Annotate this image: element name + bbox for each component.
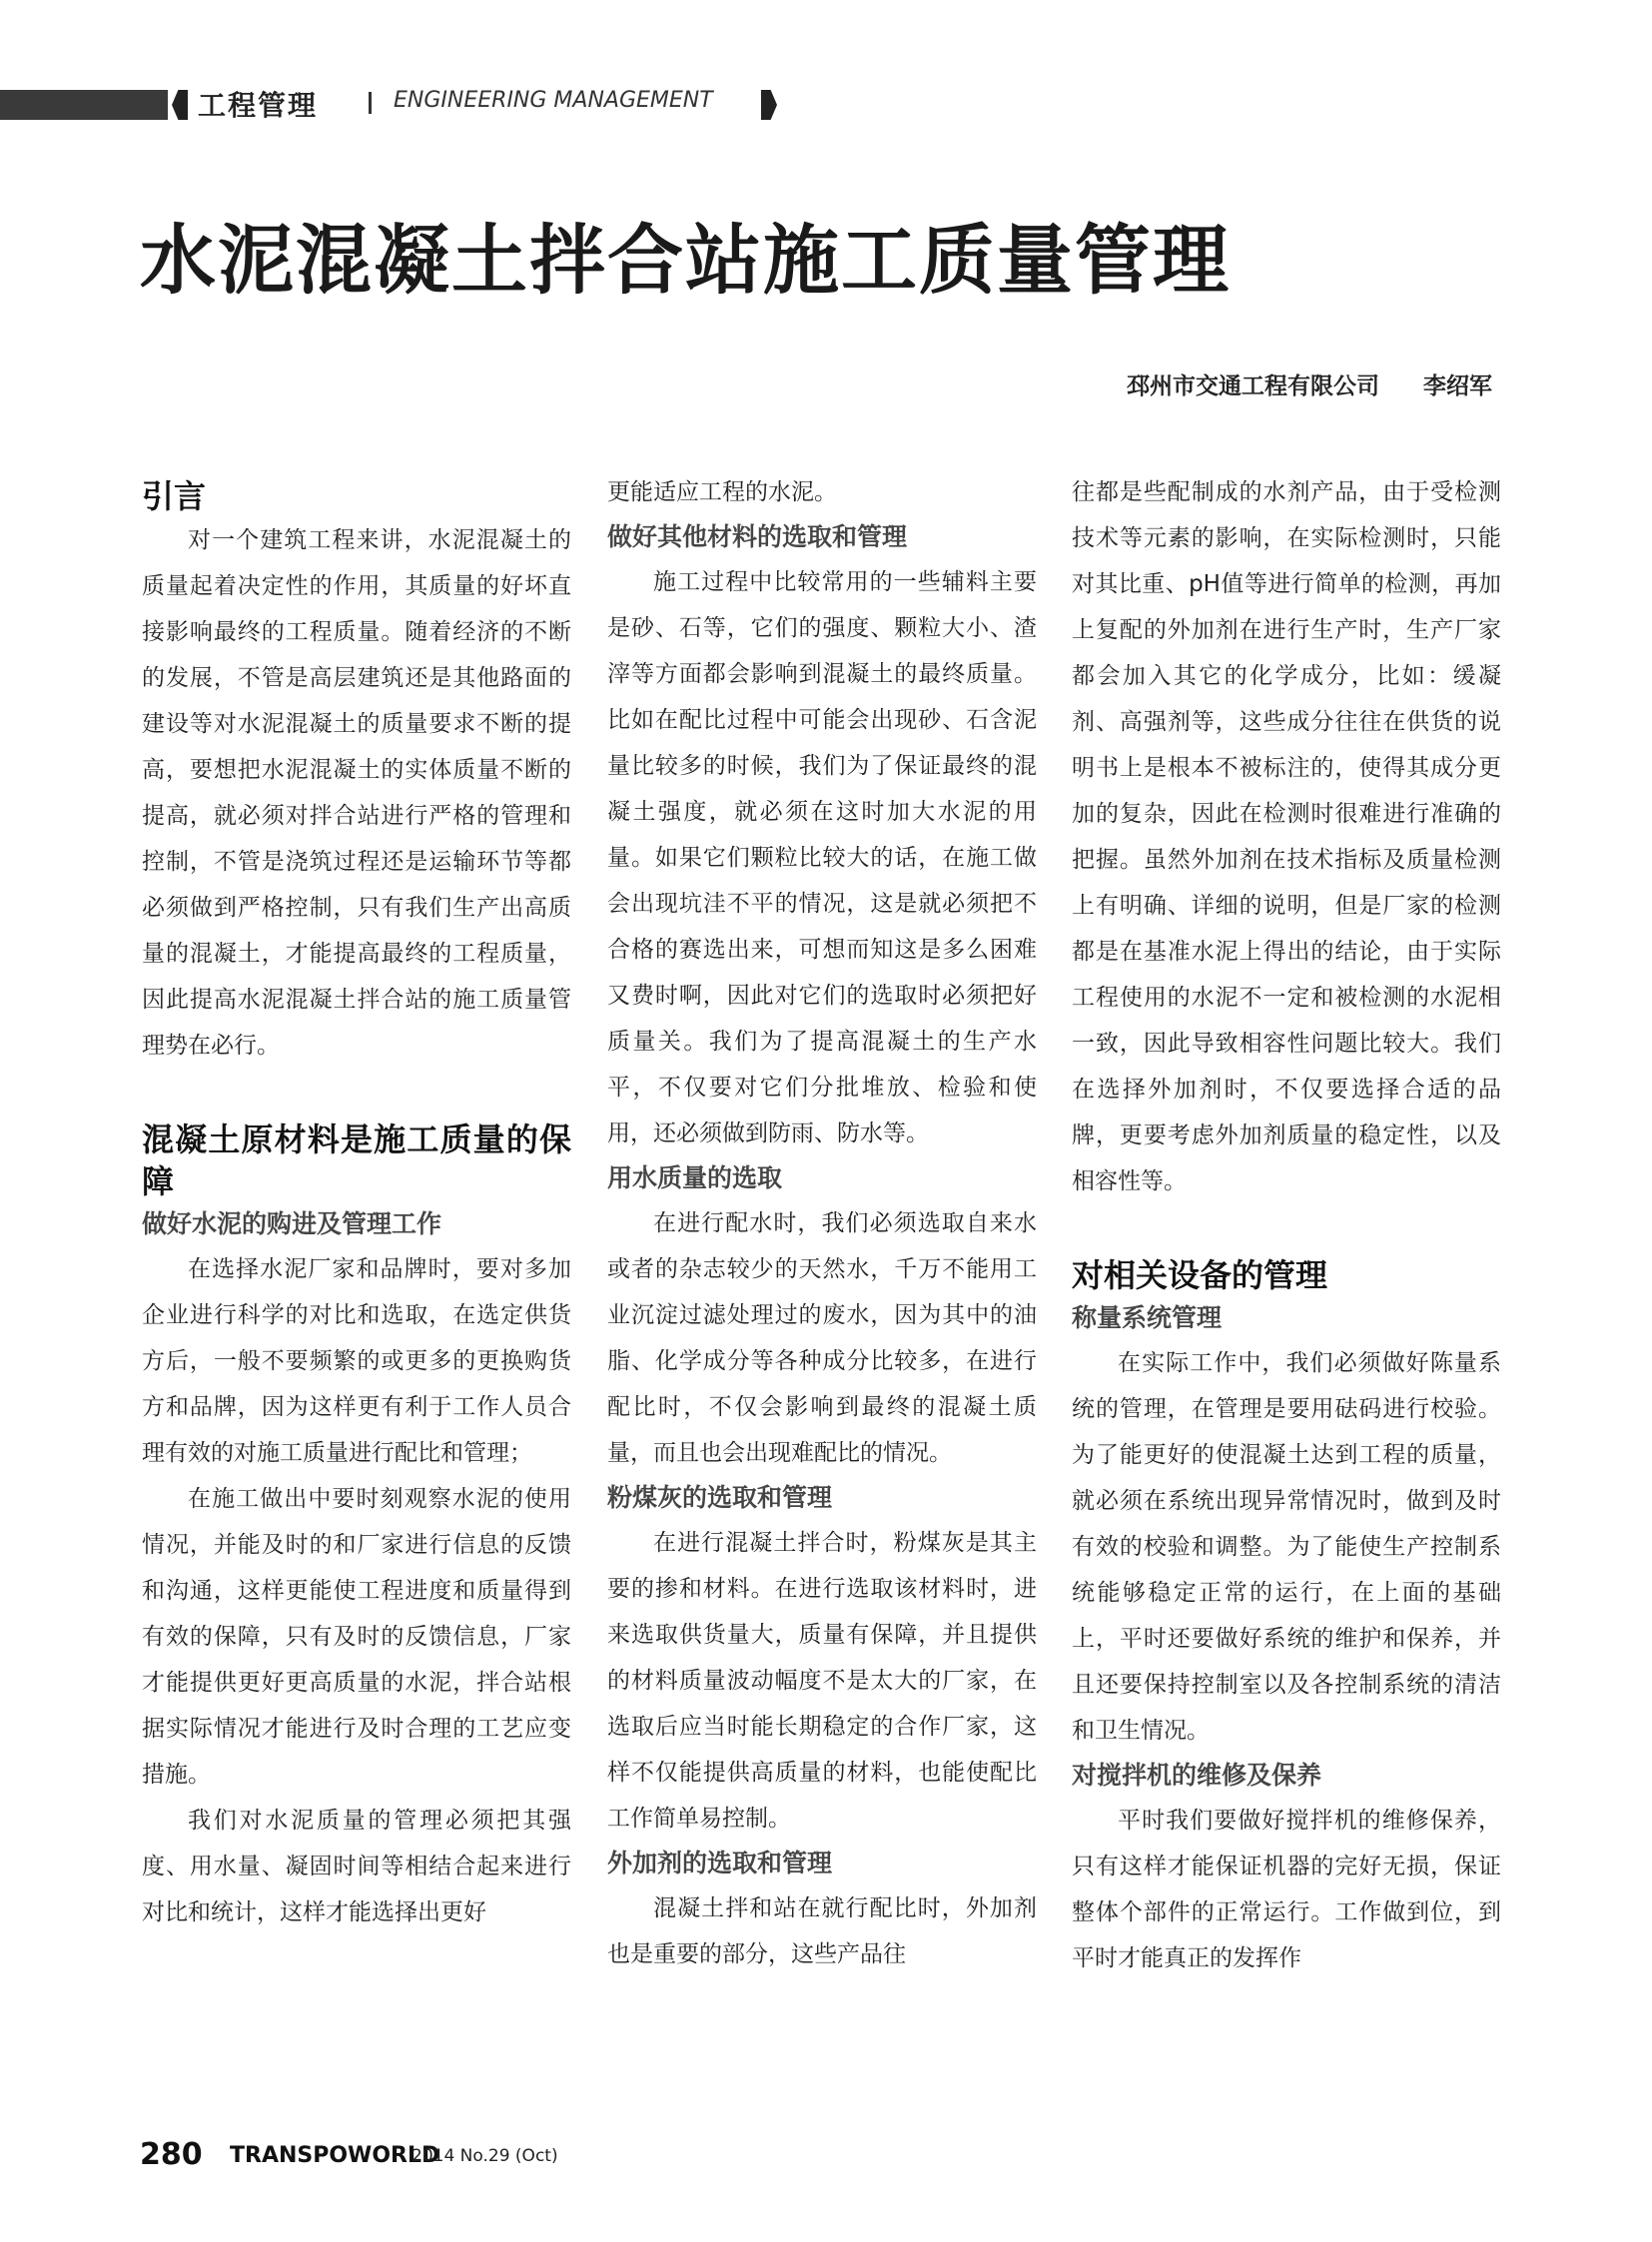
author-affiliation: 邳州市交通工程有限公司 — [1127, 374, 1379, 399]
header-bracket-left — [172, 90, 188, 120]
section-separator — [369, 92, 372, 114]
column-3 — [1072, 469, 1501, 1981]
byline — [1127, 368, 1492, 400]
paragraph-fly-ash: 在进行混凝土拌合时，粉煤灰是其主要的掺和材料。在进行选取该材料时，进来选取供货量大，质量有保障，并且提供的材料质量波动幅度不是太大的厂家，在选取后应当时能长期稳定的合作厂家，这样不仅能提供高质量的材料，也能使配比工作简单易控制。 — [607, 1530, 1037, 1832]
section-gap — [142, 1069, 571, 1113]
page-number: 280 — [140, 2137, 203, 2172]
subheading-mixer: 对搅拌机的维修及保养 — [1072, 1761, 1322, 1790]
paragraph-cement-2: 在施工做出中要时刻观察水泥的使用情况，并能及时的和厂家进行信息的反馈和沟通，这样更能使工程进度和质量得到有效的保障，只有及时的反馈信息，厂家才能提供更好更高质量的水泥，拌合站根据实际情况才能进行及时合理的工艺应变措施。 — [142, 1486, 571, 1788]
subheading-other-materials: 做好其他材料的选取和管理 — [607, 522, 908, 551]
subheading-water: 用水质量的选取 — [607, 1163, 783, 1192]
paragraph-admixture: 混凝土拌和站在就行配比时，外加剂也是重要的部分，这些产品往 — [607, 1895, 1037, 1967]
section-name-english: ENGINEERING MANAGEMENT — [394, 88, 713, 113]
author-name: 李绍军 — [1423, 374, 1492, 399]
column-2 — [607, 469, 1037, 1977]
paragraph-intro: 对一个建筑工程来讲，水泥混凝土的质量起着决定性的作用，其质量的好坏直接影响最终的工程质量。随着经济的不断的发展，不管是高层建筑还是其他路面的建设等对水泥混凝土的质量要求不断的提高，要想把水泥混凝土的实体质量不断的提高，就必须对拌合站进行严格的管理和控制，不管是浇筑过程还是运输环节等都必须做到严格控制，只有我们生产出高质量的混凝土，才能提高最终的工程质量，因此提高水泥混凝土拌合站的施工质量管理势在必行。 — [142, 527, 571, 1059]
heading-raw-materials: 混凝土原材料是施工质量的保障 — [142, 1121, 571, 1200]
paragraph-cement-1: 在选择水泥厂家和品牌时，要对多加企业进行科学的对比和选取，在选定供货方后，一般不要频繁的或更多的更换购货方和品牌，因为这样更有利于工作人员合理有效的对施工质量进行配比和管理； — [142, 1256, 571, 1466]
paragraph-other-materials: 施工过程中比较常用的一些辅料主要是砂、石等，它们的强度、颗粒大小、渣滓等方面都会影响到混凝土的最终质量。比如在配比过程中可能会出现砂、石含泥量比较多的时候，我们为了保证最终的混凝土强度，就必须在这时加大水泥的用量。如果它们颗粒比较大的话，在施工做会出现坑洼不平的情况，这是就必须把不合格的赛选出来，可想而知这是多么困难又费时啊，因此对它们的选取时必须把好质量关。我们为了提高混凝土的生产水平，不仅要对它们分批堆放、检验和使用，还必须做到防雨、防水等。 — [607, 569, 1037, 1146]
paragraph-continued: 更能适应工程的水泥。 — [607, 479, 837, 505]
section-name: 工程管理 — [198, 89, 319, 122]
column-1 — [142, 469, 571, 1935]
subheading-weighing: 称量系统管理 — [1072, 1303, 1223, 1332]
subheading-admixture: 外加剂的选取和管理 — [607, 1849, 833, 1877]
publication-name: TRANSPOWORLD — [230, 2143, 440, 2168]
heading-intro: 引言 — [142, 477, 207, 515]
header-bar — [0, 90, 168, 120]
paragraph-continued: 往都是些配制成的水剂产品，由于受检测技术等元素的影响，在实际检测时，只能对其比重、pH值等进行简单的检测，再加上复配的外加剂在进行生产时，生产厂家都会加入其它的化学成分，比如：缓凝剂、高强剂等，这些成分往往在供货的说明书上是根本不被标注的，使得其成分更加的复杂，因此在检测时很难进行准确的把握。虽然外加剂在技术指标及质量检测上有明确、详细的说明，但是厂家的检测都是在基准水泥上得出的结论，由于实际工程使用的水泥不一定和被检测的水泥相一致，因此导致相容性问题比较大。我们在选择外加剂时，不仅要选择合适的品牌，更要考虑外加剂质量的稳定性，以及相容性等。 — [1072, 479, 1501, 1194]
heading-equipment: 对相关设备的管理 — [1072, 1256, 1328, 1294]
subheading-fly-ash: 粉煤灰的选取和管理 — [607, 1483, 833, 1512]
issue-info: 2014 No.29 (Oct) — [412, 2146, 558, 2166]
header-bracket-right — [761, 90, 777, 120]
paragraph-water: 在进行配水时，我们必须选取自来水或者的杂志较少的天然水，千万不能用工业沉淀过滤处理过的废水，因为其中的油脂、化学成分等各种成分比较多，在进行配比时，不仅会影响到最终的混凝土质量，而且也会出现难配比的情况。 — [607, 1210, 1037, 1466]
article-title: 水泥混凝土拌合站施工质量管理 — [140, 216, 1231, 305]
paragraph-cement-3: 我们对水泥质量的管理必须把其强度、用水量、凝固时间等相结合起来进行对比和统计，这样才能选择出更好 — [142, 1808, 571, 1925]
paragraph-weighing: 在实际工作中，我们必须做好陈量系统的管理，在管理是要用砝码进行校验。为了能更好的使混凝土达到工程的质量，就必须在系统出现异常情况时，做到及时有效的校验和调整。为了能使生产控制系统能够稳定正常的运行，在上面的基础上，平时还要做好系统的维护和保养，并且还要保持控制室以及各控制系统的清洁和卫生情况。 — [1072, 1350, 1501, 1744]
subheading-cement: 做好水泥的购进及管理工作 — [142, 1209, 442, 1238]
section-gap — [1072, 1204, 1501, 1248]
paragraph-mixer: 平时我们要做好搅拌机的维修保养，只有这样才能保证机器的完好无损，保证整体个部件的正常运行。工作做到位，到平时才能真正的发挥作 — [1072, 1808, 1501, 1971]
